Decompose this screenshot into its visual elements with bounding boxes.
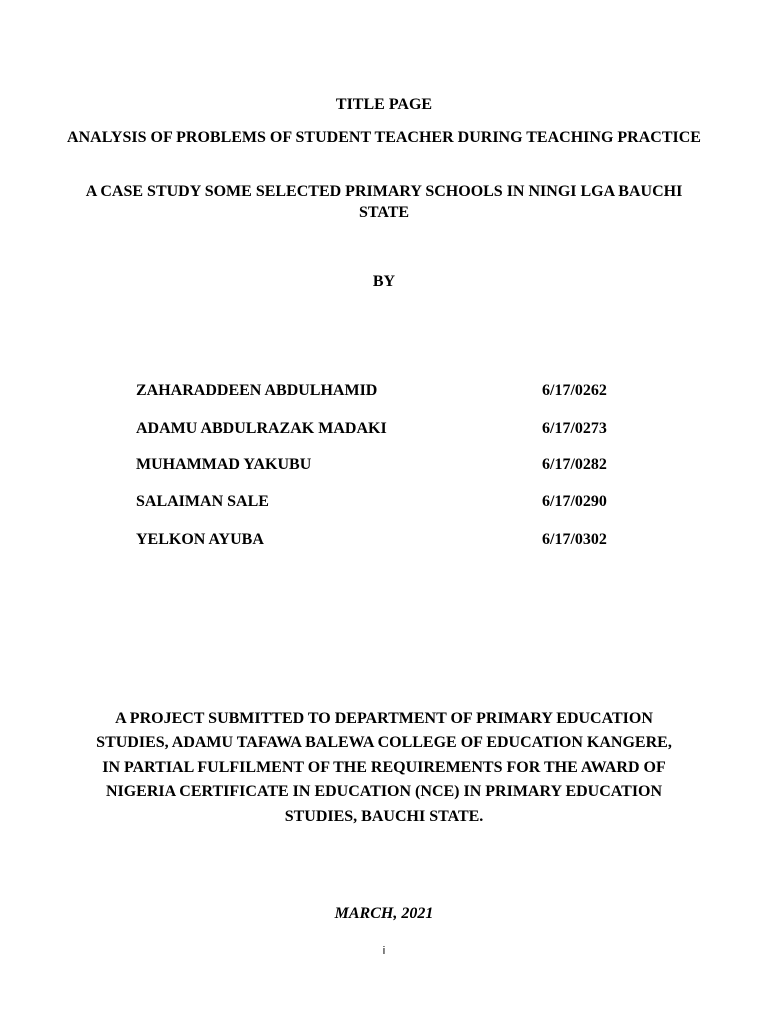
author-row (136, 454, 636, 476)
document-title: ANALYSIS OF PROBLEMS OF STUDENT TEACHER DURING TEACHING PRACTICE (67, 129, 701, 146)
submission-statement: A PROJECT SUBMITTED TO DEPARTMENT OF PRIMARY EDUCATION STUDIES, ADAMU TAFAWA BALEWA COLLEGE OF EDUCATION KANGERE, IN PARTIAL FULFILMENT OF THE REQUIREMENTS FOR THE AWARD OF NIGERIA CERTIFICATE IN EDUCATION (NCE) IN PRIMARY EDUCATION STUDIES, BAUCHI STATE. (96, 710, 672, 825)
author-row (136, 380, 636, 402)
author-name: YELKON AYUBA (136, 531, 264, 548)
author-name: SALAIMAN SALE (136, 493, 269, 510)
author-reg-no: 6/17/0282 (542, 456, 607, 473)
author-reg-no: 6/17/0290 (542, 493, 607, 510)
author-row (136, 529, 636, 551)
page-number: i (382, 945, 386, 957)
author-name: ADAMU ABDULRAZAK MADAKI (136, 420, 387, 437)
submission-date: MARCH, 2021 (334, 905, 434, 922)
document-subtitle: A CASE STUDY SOME SELECTED PRIMARY SCHOOLS IN NINGI LGA BAUCHI STATE (85, 183, 683, 221)
by-label: BY (372, 273, 396, 290)
author-name: ZAHARADDEEN ABDULHAMID (136, 382, 378, 399)
author-row (136, 418, 636, 440)
author-reg-no: 6/17/0302 (542, 531, 607, 548)
author-row (136, 491, 636, 513)
page-label: TITLE PAGE (335, 96, 433, 113)
author-reg-no: 6/17/0262 (542, 382, 607, 399)
author-reg-no: 6/17/0273 (542, 420, 607, 437)
author-name: MUHAMMAD YAKUBU (136, 456, 312, 473)
